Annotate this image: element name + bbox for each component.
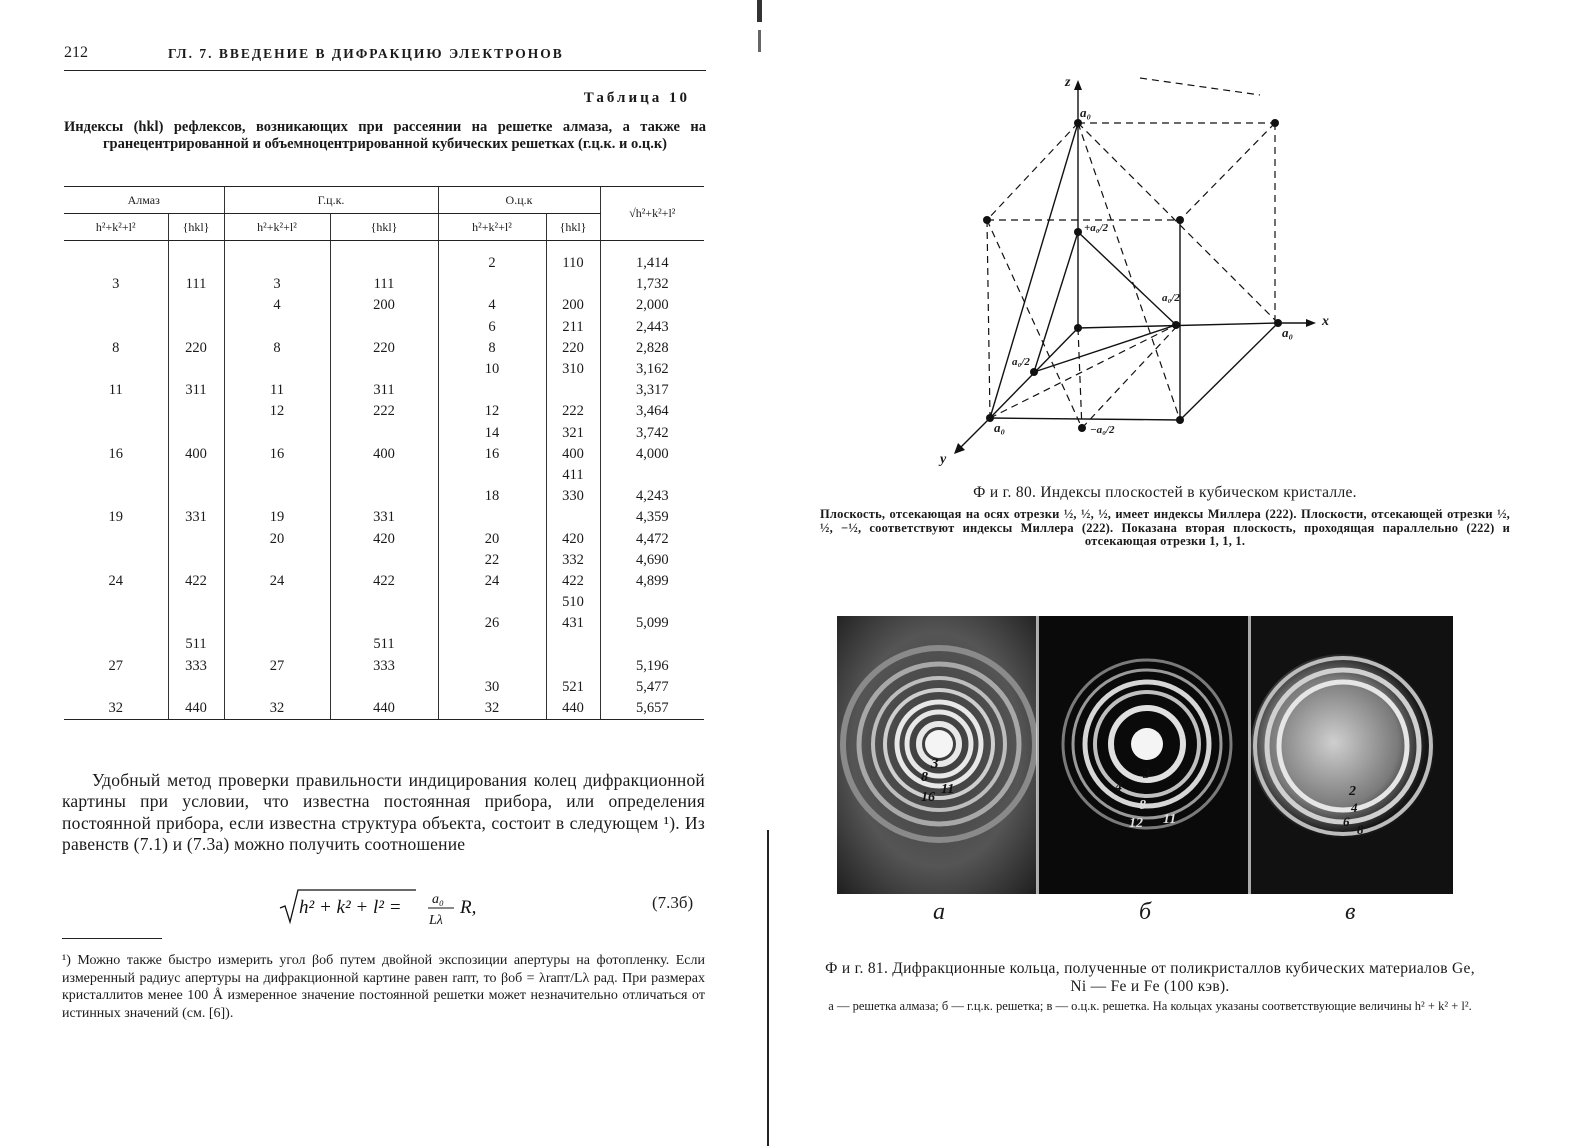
table-cell: 11 — [108, 382, 123, 399]
table-cell: 8 — [112, 339, 120, 356]
table-cell: 422 — [168, 571, 224, 592]
equation-7-3b — [278, 886, 508, 938]
table-cell: 16 — [108, 445, 123, 462]
table-cell: 10 — [438, 359, 546, 380]
table-cell: 331 — [330, 507, 438, 528]
table-cell: 422 — [546, 571, 600, 592]
table-cell: 11 — [224, 380, 330, 401]
table-cell — [64, 241, 168, 254]
table-cell: 1,414 — [600, 253, 704, 274]
table-cell — [330, 550, 438, 571]
table-cell — [546, 656, 600, 677]
table-cell: 311 — [330, 380, 438, 401]
table-row — [64, 401, 704, 422]
header-fcc: Г.ц.к. — [224, 187, 438, 214]
table-cell — [438, 634, 546, 655]
table-cell: 333 — [168, 656, 224, 677]
table-cell: 4,243 — [600, 486, 704, 507]
table-cell: 30 — [438, 677, 546, 698]
table-cell — [168, 613, 224, 634]
table-cell — [168, 317, 224, 338]
ring-number: 4 — [1115, 780, 1122, 795]
table-row — [64, 528, 704, 549]
table-cell — [438, 241, 546, 254]
table-cell — [330, 465, 438, 486]
table-cell: 310 — [546, 359, 600, 380]
ring-number: 12 — [1129, 816, 1143, 831]
figure-80-description: Плоскость, отсекающая на осях отрезки ½, ½, ½, имеет индексы Миллера (222). Плоскости, отсекающей отрезки ½, ½, −½, соответствуют индексы Миллера (222). Показана вторая плоскость, проходящая параллельно (222) и отсекающая отрезки 1, 1, 1. — [820, 507, 1510, 548]
equation-number: (7.3б) — [652, 893, 694, 912]
table-row — [64, 613, 704, 634]
table-cell: 431 — [546, 613, 600, 634]
diffraction-photo-v — [1251, 616, 1453, 894]
table-cell — [330, 592, 438, 613]
table-cell: 18 — [438, 486, 546, 507]
table-cell: 3,317 — [600, 380, 704, 401]
ring-number: 3 — [931, 756, 939, 772]
table-cell — [168, 486, 224, 507]
table-cell: 422 — [330, 571, 438, 592]
chapter-title: ГЛ. 7. ВВЕДЕНИЕ В ДИФРАКЦИЮ ЭЛЕКТРОНОВ — [168, 46, 564, 61]
bottom-front-edge — [990, 418, 1180, 420]
point-label-minus-half-z: −a₀/2 — [1090, 424, 1115, 436]
table-cell: 26 — [438, 613, 546, 634]
table-cell — [224, 634, 330, 655]
table-body — [64, 241, 704, 720]
ring-number: 8 — [921, 770, 928, 785]
body-paragraph-text: Удобный метод проверки правильности индицирования колец дифракционной картины при условии, что известна постоянная прибора, или определения постоянной прибора, если известна структура объекта, состоит в следующем ¹). Из равенств (7.1) и (7.3а) можно получить соотношение — [62, 770, 705, 855]
table-cell — [330, 613, 438, 634]
subheader-bcc-sum: h²+k²+l² — [438, 214, 546, 241]
table-cell: 330 — [546, 486, 600, 507]
table-cell: 521 — [546, 677, 600, 698]
axis-label-x: x — [1322, 314, 1329, 329]
panel-label-a: а — [933, 899, 945, 925]
table-cell: 332 — [546, 550, 600, 571]
table-cell: 5,657 — [600, 698, 704, 720]
table-cell — [168, 253, 224, 274]
table-cell: 2,443 — [600, 317, 704, 338]
table-cell: 8 — [224, 338, 330, 359]
table-cell: 2 — [438, 253, 546, 274]
table-cell: 14 — [438, 423, 546, 444]
table-row — [64, 698, 704, 720]
table-cell: 20 — [224, 528, 330, 549]
table-cell — [168, 295, 224, 316]
figure-81-description: а — решетка алмаза; б — г.ц.к. решетка; в — о.ц.к. решетка. На кольцах указаны соответствующие величины h² + k² + l². — [828, 999, 1472, 1013]
figure-81-caption — [825, 960, 1475, 1014]
table-row — [64, 359, 704, 380]
table-cell: 3 — [224, 274, 330, 295]
table-cell — [224, 241, 330, 254]
table-cell: 511 — [168, 634, 224, 655]
header-bcc: О.ц.к — [438, 187, 600, 214]
table-label: Таблица 10 — [583, 90, 690, 106]
footnote-rule — [62, 938, 162, 939]
half-plane-edge-3 — [1034, 325, 1176, 372]
table-cell: 16 — [438, 444, 546, 465]
equation-graphic — [278, 886, 508, 932]
table-cell: 321 — [546, 423, 600, 444]
table-cell — [168, 592, 224, 613]
table-row — [64, 338, 704, 359]
axis-label-z: z — [1065, 75, 1071, 90]
left-page — [0, 0, 770, 1146]
table-cell: 12 — [438, 401, 546, 422]
table-cell — [438, 656, 546, 677]
table-cell — [330, 253, 438, 274]
table-cell: 12 — [224, 401, 330, 422]
figure-81-title: Ф и г. 81. Дифракционные кольца, полученные от поликристаллов кубических материалов Ge, Ni — Fe и Fe (100 кэв). — [825, 960, 1475, 995]
table-cell: 333 — [330, 656, 438, 677]
panel-label-b: б — [1139, 899, 1152, 925]
table-cell: 3,162 — [600, 359, 704, 380]
point-label-half-x: a₀/2 — [1162, 292, 1180, 304]
figure-80-cube-diagram — [930, 60, 1360, 485]
table-cell: 3 — [112, 276, 120, 293]
table-cell — [168, 465, 224, 486]
ring-number: 3 — [1143, 766, 1151, 782]
table-cell — [600, 634, 704, 655]
table-cell: 440 — [546, 698, 600, 720]
table-row — [64, 274, 704, 295]
table-cell: 32 — [438, 698, 546, 720]
table-cell: 220 — [168, 338, 224, 359]
table-cell — [64, 423, 168, 444]
table-cell: 32 — [64, 698, 168, 720]
table-cell — [224, 677, 330, 698]
table-row — [64, 507, 704, 528]
table-row — [64, 444, 704, 465]
table-row — [64, 317, 704, 338]
table-cell — [438, 380, 546, 401]
table-cell: 4,899 — [600, 571, 704, 592]
table-cell — [224, 253, 330, 274]
point-label-a0-x: a₀ — [1282, 325, 1294, 340]
figure-81-panel-labels — [837, 895, 1453, 935]
table-cell — [168, 677, 224, 698]
figure-81-diffraction-photos — [837, 616, 1453, 894]
running-head — [64, 44, 706, 71]
table-cell: 2,828 — [600, 338, 704, 359]
table-cell: 110 — [546, 253, 600, 274]
table-cell: 440 — [168, 698, 224, 720]
table-caption: Индексы (hkl) рефлексов, возникающих при рассеянии на решетке алмаза, а также на гранецентрированной и объемноцентрированной кубических решетках (г.ц.к. и о.ц.к) — [64, 119, 706, 152]
table-cell: 19 — [224, 507, 330, 528]
table-row — [64, 295, 704, 316]
table-cell — [64, 253, 168, 274]
cube-diagram — [930, 60, 1360, 480]
table-cell: 5,477 — [600, 677, 704, 698]
table-cell: 211 — [546, 317, 600, 338]
subheader-diamond-hkl: {hkl} — [168, 214, 224, 241]
point-label-half-z: +a₀/2 — [1084, 222, 1109, 234]
table-cell: 4,000 — [600, 444, 704, 465]
table-cell — [600, 241, 704, 254]
table-cell: 400 — [330, 444, 438, 465]
svg-text:a₀: a₀ — [432, 892, 444, 907]
ring-number: 2 — [1349, 784, 1356, 799]
table-cell — [600, 465, 704, 486]
point-label-a0-y: a₀ — [994, 420, 1006, 435]
table-cell: 200 — [330, 295, 438, 316]
bottom-right-edge — [1180, 323, 1278, 420]
table-cell — [546, 507, 600, 528]
subheader-bcc-hkl: {hkl} — [546, 214, 600, 241]
subheader-fcc-sum: h²+k²+l² — [224, 214, 330, 241]
table-cell: 111 — [168, 274, 224, 295]
table-cell — [438, 507, 546, 528]
table-cell — [64, 613, 168, 634]
table-cell: 3,464 — [600, 401, 704, 422]
table-cell — [438, 274, 546, 295]
right-page — [775, 0, 1571, 1146]
header-diamond: Алмаз — [64, 187, 224, 214]
table-row — [64, 634, 704, 655]
subheader-diamond-sum: h²+k²+l² — [64, 214, 168, 241]
table-cell: 8 — [438, 338, 546, 359]
table-cell: 24 — [224, 571, 330, 592]
table-cell — [64, 486, 168, 507]
table-cell: 411 — [546, 465, 600, 486]
table-cell — [546, 634, 600, 655]
table-cell — [64, 677, 168, 698]
table-cell: 22 — [438, 550, 546, 571]
table-cell: 420 — [330, 528, 438, 549]
table-cell: 27 — [224, 656, 330, 677]
svg-text:Lλ: Lλ — [429, 913, 443, 928]
table-cell: 222 — [546, 401, 600, 422]
axis-label-y: y — [940, 452, 947, 467]
page-number: 212 — [64, 44, 88, 61]
table-row — [64, 571, 704, 592]
table-cell: 20 — [438, 528, 546, 549]
table-cell — [64, 359, 168, 380]
table-cell: 220 — [546, 338, 600, 359]
ring-number: 4 — [1351, 800, 1358, 815]
table-cell — [224, 550, 330, 571]
table-cell — [64, 401, 168, 422]
y-axis-extension — [960, 418, 990, 448]
table-cell: 220 — [330, 338, 438, 359]
table-cell — [330, 677, 438, 698]
table-cell: 400 — [546, 444, 600, 465]
table-cell — [168, 359, 224, 380]
table-cell — [64, 634, 168, 655]
table-cell — [546, 241, 600, 254]
ring-number: 8 — [1357, 822, 1364, 837]
ring-number: 6 — [1343, 814, 1350, 829]
table-cell — [438, 592, 546, 613]
ring-number: 11 — [1163, 812, 1177, 827]
table-cell — [64, 295, 168, 316]
table-cell — [64, 592, 168, 613]
table-cell: 1,732 — [600, 274, 704, 295]
table-cell — [546, 380, 600, 401]
table-cell — [64, 317, 168, 338]
table-cell: 5,196 — [600, 656, 704, 677]
table-cell — [224, 613, 330, 634]
subheader-fcc-hkl: {hkl} — [330, 214, 438, 241]
reflection-index-table — [64, 186, 704, 720]
table-cell — [330, 317, 438, 338]
table-cell — [224, 317, 330, 338]
table-row — [64, 423, 704, 444]
table-cell: 4 — [438, 295, 546, 316]
table-cell — [600, 592, 704, 613]
header-root: √h²+k²+l² — [600, 187, 704, 241]
table-cell: 4,472 — [600, 528, 704, 549]
table-cell — [330, 359, 438, 380]
table-cell: 222 — [330, 401, 438, 422]
table-cell: 331 — [168, 507, 224, 528]
table-cell — [224, 592, 330, 613]
table-row — [64, 486, 704, 507]
diffraction-photo-b — [1039, 616, 1249, 894]
body-paragraph — [62, 770, 705, 856]
table-cell — [168, 528, 224, 549]
table-cell: 16 — [224, 444, 330, 465]
ring-number: 8 — [1139, 798, 1146, 813]
table-cell: 24 — [438, 571, 546, 592]
table-cell — [224, 359, 330, 380]
table-row — [64, 550, 704, 571]
footnote: ¹) Можно также быстро измерить угол βоб путем двойной экспозиции апертуры на фотопленку. Если измеренный радиус апертуры на дифракционной картине равен rапт, то βоб = λrапт/Lλ рад. При размерах кристаллитов менее 100 Å измеренное значение постоянной решетки может незначительно отличаться от истинных значений (см. [6]). — [62, 953, 705, 1021]
ring-number: 11 — [941, 782, 955, 797]
panel-label-v: в — [1345, 899, 1356, 925]
table-cell: 400 — [168, 444, 224, 465]
table-row — [64, 380, 704, 401]
table-cell — [64, 465, 168, 486]
table-cell: 511 — [330, 634, 438, 655]
diffraction-photo-a — [837, 616, 1037, 894]
table-cell: 24 — [108, 572, 123, 589]
ring-number: 16 — [921, 790, 935, 805]
table-cell — [64, 528, 168, 549]
table-cell — [168, 241, 224, 254]
table-cell: 27 — [108, 657, 123, 674]
figure-80-caption — [820, 484, 1510, 549]
half-plane-edge-1 — [1078, 232, 1176, 325]
table-cell — [330, 486, 438, 507]
svg-text:h² + k² + l² =: h² + k² + l² = — [299, 897, 402, 918]
table-cell — [330, 423, 438, 444]
table-cell: 5,099 — [600, 613, 704, 634]
table-cell: 311 — [168, 380, 224, 401]
table-cell — [546, 274, 600, 295]
table-cell: 3,742 — [600, 423, 704, 444]
table-cell: 200 — [546, 295, 600, 316]
table-cell: 6 — [438, 317, 546, 338]
table-row — [64, 656, 704, 677]
table-cell: 440 — [330, 698, 438, 720]
table-cell — [64, 550, 168, 571]
table-cell — [224, 486, 330, 507]
table-cell: 32 — [224, 698, 330, 720]
table-cell — [168, 423, 224, 444]
table-cell — [168, 550, 224, 571]
table-cell — [438, 465, 546, 486]
svg-text:R,: R, — [460, 897, 477, 918]
table-cell: 111 — [330, 274, 438, 295]
table-cell: 4,359 — [600, 507, 704, 528]
table-cell: 2,000 — [600, 295, 704, 316]
table-cell: 19 — [108, 509, 123, 526]
table-cell: 4,690 — [600, 550, 704, 571]
table-row — [64, 465, 704, 486]
figure-80-title: Ф и г. 80. Индексы плоскостей в кубическом кристалле. — [973, 484, 1357, 501]
table-spacer-row — [64, 241, 704, 254]
table-cell: 4 — [224, 295, 330, 316]
table-cell: 510 — [546, 592, 600, 613]
table-cell — [168, 401, 224, 422]
point-label-half-y: a₀/2 — [1012, 356, 1030, 368]
table-cell — [224, 465, 330, 486]
table-cell — [330, 241, 438, 254]
table-row — [64, 677, 704, 698]
table-cell: 420 — [546, 528, 600, 549]
table-row — [64, 592, 704, 613]
point-label-a0-z: a₀ — [1080, 105, 1092, 120]
table-row — [64, 253, 704, 274]
table-cell — [224, 423, 330, 444]
